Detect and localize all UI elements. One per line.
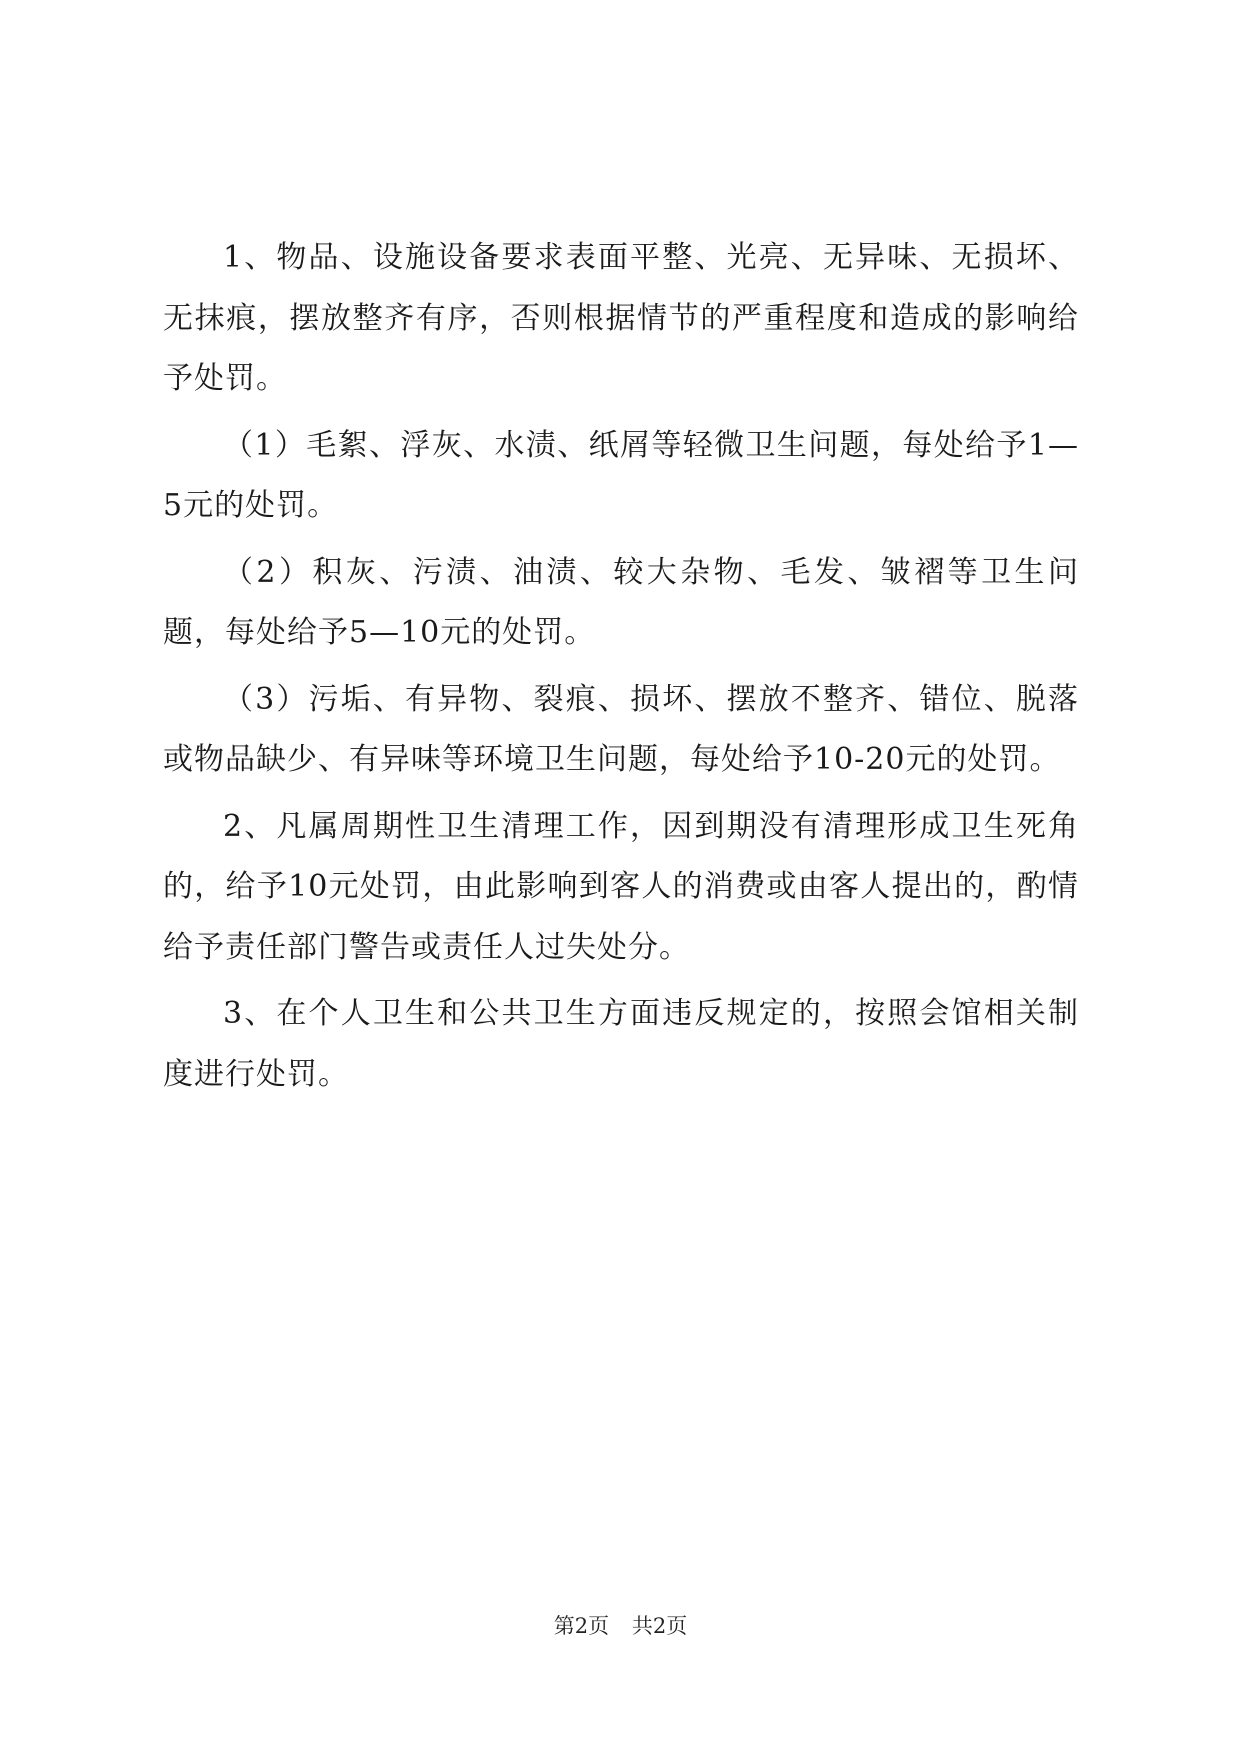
clause-1-item-2-paragraph: （2）积灰、污渍、油渍、较大杂物、毛发、皱褶等卫生问题，每处给予5—10元的处罚。: [163, 554, 1079, 650]
page-total: 共2页: [631, 1614, 688, 1638]
clause-1-item-1-paragraph: （1）毛絮、浮灰、水渍、纸屑等轻微卫生问题，每处给予1—5元的处罚。: [163, 427, 1079, 523]
page-number: 第2页: [553, 1614, 610, 1638]
clause-3-paragraph: 3、在个人卫生和公共卫生方面违反规定的，按照会馆相关制度进行处罚。: [163, 996, 1079, 1092]
page-footer: [0, 1610, 1241, 1640]
clause-2-paragraph: 2、凡属周期性卫生清理工作，因到期没有清理形成卫生死角的，给予10元处罚，由此影响到客人的消费或由客人提出的，酌情给予责任部门警告或责任人过失处分。: [163, 808, 1079, 965]
clause-1-paragraph: 1、物品、设施设备要求表面平整、光亮、无异味、无损坏、无抹痕，摆放整齐有序，否则根据情节的严重程度和造成的影响给予处罚。: [163, 240, 1079, 396]
document-body: [163, 228, 1079, 1111]
clause-1-item-3-paragraph: （3）污垢、有异物、裂痕、损坏、摆放不整齐、错位、脱落或物品缺少、有异味等环境卫生问题，每处给予10-20元的处罚。: [163, 681, 1079, 777]
